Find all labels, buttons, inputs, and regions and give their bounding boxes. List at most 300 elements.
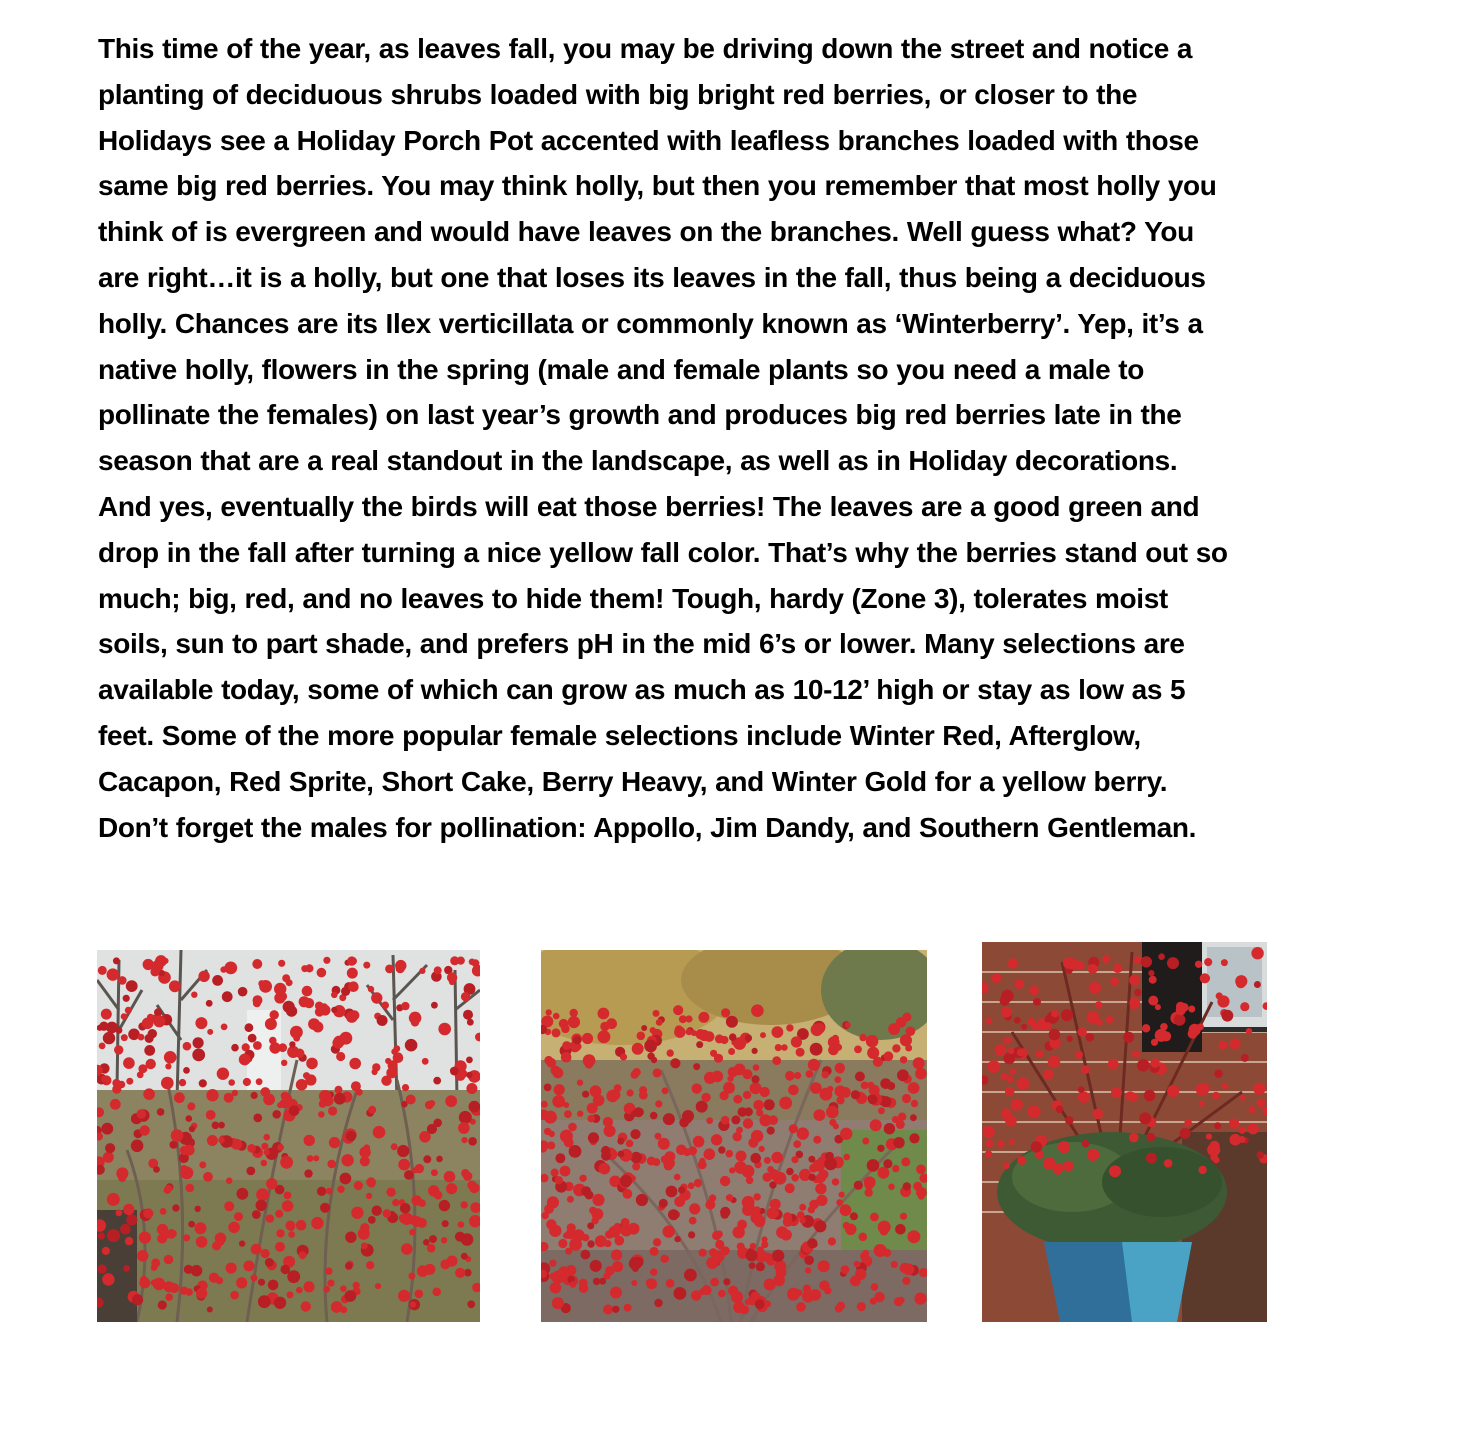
berry xyxy=(743,1091,751,1099)
berry xyxy=(888,1184,895,1191)
berry xyxy=(715,1034,724,1043)
berry xyxy=(916,1165,926,1175)
berry xyxy=(791,1174,799,1182)
berry xyxy=(442,1220,449,1227)
berry xyxy=(1028,1105,1041,1118)
berry xyxy=(558,1239,567,1248)
berry xyxy=(188,1221,195,1228)
berry xyxy=(351,1207,363,1219)
berry xyxy=(599,1163,611,1175)
berry xyxy=(199,1161,206,1168)
berry xyxy=(827,1086,833,1092)
berry xyxy=(226,1177,233,1184)
berry xyxy=(336,1052,345,1061)
berry xyxy=(301,1301,311,1311)
berry xyxy=(764,1157,771,1164)
berry xyxy=(302,986,313,997)
berry xyxy=(772,1026,784,1038)
berry xyxy=(754,1206,761,1213)
berry xyxy=(562,1041,571,1050)
berry xyxy=(1235,975,1247,987)
berry xyxy=(1254,981,1261,988)
berry xyxy=(286,1006,297,1017)
berry xyxy=(902,1277,910,1285)
berry xyxy=(404,1170,414,1180)
berry xyxy=(604,1240,611,1247)
berry xyxy=(186,1184,195,1193)
berry xyxy=(261,1143,268,1150)
berry xyxy=(581,1186,591,1196)
berry xyxy=(1028,1018,1036,1026)
berry xyxy=(207,1135,218,1146)
berry xyxy=(639,1091,648,1100)
berry xyxy=(558,1266,569,1277)
berry xyxy=(828,1237,836,1245)
berry xyxy=(1111,1087,1122,1098)
berry xyxy=(335,1086,343,1094)
berry xyxy=(985,1150,992,1157)
berry xyxy=(284,1192,292,1200)
paragraph-line: And yes, eventually the birds will eat those berries! The leaves are a good green and xyxy=(98,490,1200,522)
berry xyxy=(432,1288,441,1297)
berry xyxy=(883,1249,891,1257)
berry xyxy=(1257,1151,1264,1158)
berry xyxy=(1150,1058,1159,1067)
berry xyxy=(137,1109,147,1119)
berry xyxy=(623,1189,633,1199)
berry xyxy=(581,1250,591,1260)
berry xyxy=(879,1170,886,1177)
berry xyxy=(183,1067,190,1074)
berry xyxy=(914,1293,926,1305)
berry xyxy=(401,1243,413,1255)
berry xyxy=(1043,1069,1053,1079)
berry xyxy=(699,1030,710,1041)
berry xyxy=(1109,1165,1121,1177)
berry xyxy=(1044,1022,1052,1030)
berry xyxy=(217,1068,229,1080)
berry xyxy=(386,1067,397,1078)
berry xyxy=(588,1132,599,1143)
berry xyxy=(126,980,138,992)
berry xyxy=(663,1256,669,1262)
berry xyxy=(459,1111,472,1124)
berry xyxy=(908,1082,920,1094)
berry xyxy=(1051,1010,1059,1018)
berry xyxy=(612,1261,623,1272)
berry xyxy=(157,1108,165,1116)
berry xyxy=(986,1018,992,1024)
berry xyxy=(397,1145,409,1157)
berry xyxy=(1146,1153,1157,1164)
berry xyxy=(611,1249,622,1260)
berry xyxy=(805,1267,811,1273)
berry xyxy=(644,1040,657,1053)
berry xyxy=(123,995,130,1002)
berry xyxy=(871,1283,879,1291)
berry xyxy=(189,1126,195,1132)
berry xyxy=(1106,1016,1114,1024)
berry xyxy=(230,1291,239,1300)
berry xyxy=(786,1168,794,1176)
berry xyxy=(685,1015,692,1022)
berry xyxy=(818,1157,825,1164)
berry xyxy=(1164,1159,1173,1168)
berry xyxy=(667,1049,674,1056)
berry xyxy=(158,1300,167,1309)
berry xyxy=(195,1017,207,1029)
berry xyxy=(568,1123,577,1132)
berry xyxy=(593,1278,600,1285)
berry xyxy=(139,1232,151,1244)
berry xyxy=(759,1146,765,1152)
berry xyxy=(248,1034,257,1043)
berry xyxy=(597,1030,610,1043)
berry xyxy=(113,957,120,964)
paragraph-line: Cacapon, Red Sprite, Short Cake, Berry Heavy, and Winter Gold for a yellow berry. xyxy=(98,765,1168,797)
berry xyxy=(212,975,223,986)
berry xyxy=(1199,1083,1210,1094)
berry xyxy=(340,1306,347,1313)
berry xyxy=(554,1084,565,1095)
berry xyxy=(446,1183,457,1194)
berry xyxy=(794,1072,801,1079)
berry xyxy=(835,1044,842,1051)
winterberry-shrub-photo xyxy=(541,950,927,1322)
berry xyxy=(764,1279,776,1291)
berry xyxy=(897,1069,909,1081)
berry xyxy=(552,1095,565,1108)
berry xyxy=(1222,1010,1234,1022)
berry xyxy=(910,1114,917,1121)
berry xyxy=(455,1268,465,1278)
berry xyxy=(1036,1050,1044,1058)
berry xyxy=(568,1016,580,1028)
berry xyxy=(165,1063,171,1069)
berry xyxy=(164,1255,174,1265)
berry xyxy=(807,1238,817,1248)
berry xyxy=(463,1172,472,1181)
berry xyxy=(601,1146,610,1155)
berry xyxy=(427,1124,437,1134)
berry xyxy=(560,1166,571,1177)
berry xyxy=(256,1200,267,1211)
berry xyxy=(603,1117,613,1127)
berry xyxy=(796,1302,806,1312)
berry xyxy=(296,1220,307,1231)
berry xyxy=(808,1059,820,1071)
berry xyxy=(753,1193,760,1200)
berry xyxy=(867,1047,879,1059)
berry xyxy=(668,1209,679,1220)
berry xyxy=(239,1240,245,1246)
berry xyxy=(749,1262,756,1269)
berry xyxy=(614,1223,621,1230)
berry xyxy=(793,1140,801,1148)
berry xyxy=(116,1209,123,1216)
berry xyxy=(196,1288,207,1299)
berry xyxy=(785,1183,795,1193)
paragraph-line: feet. Some of the more popular female selections include Winter Red, Afterglow, xyxy=(98,719,1141,751)
paragraph-line: available today, some of which can grow as much as 10-12’ high or stay as low as 5 xyxy=(98,674,1186,706)
berry xyxy=(746,1249,758,1261)
berry xyxy=(366,1193,372,1199)
berry xyxy=(398,1290,410,1302)
berry xyxy=(277,1144,284,1151)
berry xyxy=(187,1102,195,1110)
berry xyxy=(857,1302,866,1311)
paragraph-line: holly. Chances are its Ilex verticillata or commonly known as ‘Winterberry’. Yep, it’s a xyxy=(98,307,1203,339)
berry xyxy=(1003,1053,1015,1065)
berry xyxy=(238,987,248,997)
berry xyxy=(1021,1024,1027,1030)
berry xyxy=(855,1072,865,1082)
berry xyxy=(903,1182,911,1190)
berry xyxy=(399,1214,408,1223)
berry xyxy=(467,1300,475,1308)
berry xyxy=(434,966,442,974)
berry xyxy=(666,1186,678,1198)
berry xyxy=(161,1077,174,1090)
berry xyxy=(341,1154,353,1166)
berry xyxy=(236,1277,247,1288)
berry xyxy=(138,1034,145,1041)
berry xyxy=(775,1044,782,1051)
berry xyxy=(114,1045,123,1054)
berry xyxy=(172,1204,179,1211)
berry xyxy=(887,1082,895,1090)
berry xyxy=(1134,956,1142,964)
berry xyxy=(916,1187,927,1198)
berry xyxy=(647,1157,656,1166)
berry xyxy=(614,1236,624,1246)
berry xyxy=(772,1209,780,1217)
berry xyxy=(296,1287,303,1294)
berry xyxy=(239,1054,251,1066)
berry xyxy=(754,1216,766,1228)
berry xyxy=(592,1208,604,1220)
berry xyxy=(760,1087,770,1097)
berry xyxy=(228,1079,235,1086)
berry xyxy=(247,1144,256,1153)
berry xyxy=(354,1181,363,1190)
holiday-porch-pot-photo xyxy=(982,942,1267,1322)
berry xyxy=(1082,1140,1090,1148)
berry xyxy=(359,1147,370,1158)
berry xyxy=(326,1188,333,1195)
berry xyxy=(840,1128,852,1140)
berry xyxy=(120,1224,131,1235)
berry xyxy=(334,1093,346,1105)
berry xyxy=(674,1287,687,1300)
berry xyxy=(415,1164,424,1173)
berry xyxy=(1221,959,1228,966)
berry xyxy=(898,1113,906,1121)
berry xyxy=(859,1233,868,1242)
berry xyxy=(1149,976,1157,984)
berry xyxy=(1065,1116,1074,1125)
berry xyxy=(627,1089,634,1096)
berry xyxy=(709,1194,716,1201)
berry xyxy=(836,1199,843,1206)
berry xyxy=(829,1119,836,1126)
berry xyxy=(385,1058,391,1064)
berry xyxy=(819,1169,829,1179)
berry xyxy=(891,1261,898,1268)
berry xyxy=(467,1019,474,1026)
berry xyxy=(632,1257,643,1268)
berry xyxy=(675,1025,683,1033)
berry xyxy=(107,1229,120,1242)
berry xyxy=(410,1302,416,1308)
berry xyxy=(612,1306,619,1313)
berry xyxy=(767,1127,775,1135)
berry xyxy=(282,1200,294,1212)
berry xyxy=(165,1185,173,1193)
berry xyxy=(688,1146,697,1155)
berry xyxy=(1031,1141,1042,1152)
berry xyxy=(630,1129,640,1139)
berry xyxy=(546,1009,552,1015)
berry xyxy=(174,1092,185,1103)
berry xyxy=(118,976,127,985)
berry xyxy=(802,1290,814,1302)
berry xyxy=(551,1066,561,1076)
berry xyxy=(1142,1024,1150,1032)
berry xyxy=(438,1023,451,1036)
berry xyxy=(791,1156,798,1163)
berry xyxy=(231,1044,239,1052)
berry xyxy=(1246,1028,1252,1034)
berry xyxy=(650,1027,656,1033)
berry xyxy=(278,960,285,967)
paragraph-line: much; big, red, and no leaves to hide them! Tough, hardy (Zone 3), tolerates moist xyxy=(98,582,1168,614)
berry xyxy=(317,968,327,978)
berry xyxy=(1075,1051,1083,1059)
berry xyxy=(866,1035,879,1048)
berry xyxy=(721,1116,730,1125)
berry xyxy=(884,1123,895,1134)
berry xyxy=(1063,1161,1074,1172)
berry xyxy=(1102,955,1110,963)
berry xyxy=(444,1171,456,1183)
paragraph-line: same big red berries. You may think holly, but then you remember that most holly you xyxy=(98,170,1217,202)
berry xyxy=(1207,1143,1220,1156)
berry xyxy=(631,1280,637,1286)
berry xyxy=(299,1251,307,1259)
berry xyxy=(264,1149,270,1155)
berry xyxy=(738,1107,748,1117)
berry xyxy=(815,1183,826,1194)
berry xyxy=(263,1094,275,1106)
berry xyxy=(472,959,480,967)
berry xyxy=(105,1143,115,1153)
berry xyxy=(281,1265,291,1275)
berry xyxy=(701,1093,710,1102)
berry xyxy=(340,1285,347,1292)
berry xyxy=(736,1127,743,1134)
berry xyxy=(402,1084,409,1091)
berry xyxy=(695,1181,701,1187)
berry xyxy=(992,973,1002,983)
berry xyxy=(733,1132,742,1141)
berry xyxy=(1198,1166,1206,1174)
berry xyxy=(1043,1157,1055,1169)
berry xyxy=(699,1249,707,1257)
berry xyxy=(841,1265,850,1274)
berry xyxy=(1089,982,1101,994)
berry xyxy=(112,1079,120,1087)
berry xyxy=(634,1107,644,1117)
berry xyxy=(251,1274,258,1281)
berry xyxy=(256,1078,263,1085)
berry xyxy=(1204,958,1212,966)
berry xyxy=(577,1111,583,1117)
berry xyxy=(710,1278,719,1287)
berry xyxy=(606,1018,617,1029)
berry xyxy=(231,1139,242,1150)
berry xyxy=(123,1204,134,1215)
berry xyxy=(206,1110,216,1120)
berry xyxy=(347,956,356,965)
berry xyxy=(603,1305,613,1315)
berry xyxy=(737,1243,745,1251)
berry xyxy=(368,1106,376,1114)
berry xyxy=(311,1217,323,1229)
berry xyxy=(1195,961,1202,968)
winterberry-shrub-photo xyxy=(97,950,480,1322)
berry xyxy=(1011,1099,1023,1111)
berry xyxy=(995,1044,1007,1056)
berry xyxy=(869,1085,880,1096)
berry xyxy=(689,1217,697,1225)
berry xyxy=(810,1043,823,1056)
berry xyxy=(1176,1002,1185,1011)
berry xyxy=(461,1137,467,1143)
berry xyxy=(561,1052,572,1063)
berry xyxy=(463,1010,473,1020)
berry xyxy=(274,992,285,1003)
berry xyxy=(289,1105,300,1116)
berry xyxy=(699,1158,705,1164)
berry xyxy=(1240,1002,1249,1011)
berry xyxy=(626,1140,634,1148)
berry xyxy=(466,1057,473,1064)
berry xyxy=(466,1083,477,1094)
berry xyxy=(733,1226,745,1238)
berry xyxy=(409,1229,415,1235)
berry xyxy=(467,1181,476,1190)
berry xyxy=(900,1056,907,1063)
berry xyxy=(617,1138,624,1145)
berry xyxy=(287,1223,295,1231)
berry xyxy=(152,960,164,972)
berry xyxy=(753,1064,760,1071)
berry xyxy=(253,999,261,1007)
berry xyxy=(183,1234,190,1241)
berry xyxy=(366,1177,376,1187)
berry xyxy=(1158,953,1165,960)
berry xyxy=(215,1233,227,1245)
berry xyxy=(1005,1087,1014,1096)
berry xyxy=(319,1090,331,1102)
berry xyxy=(1249,1106,1256,1113)
berry xyxy=(1049,1029,1061,1041)
berry xyxy=(263,1134,270,1141)
berry xyxy=(688,1231,695,1238)
berry xyxy=(826,1106,839,1119)
berry xyxy=(287,1291,294,1298)
